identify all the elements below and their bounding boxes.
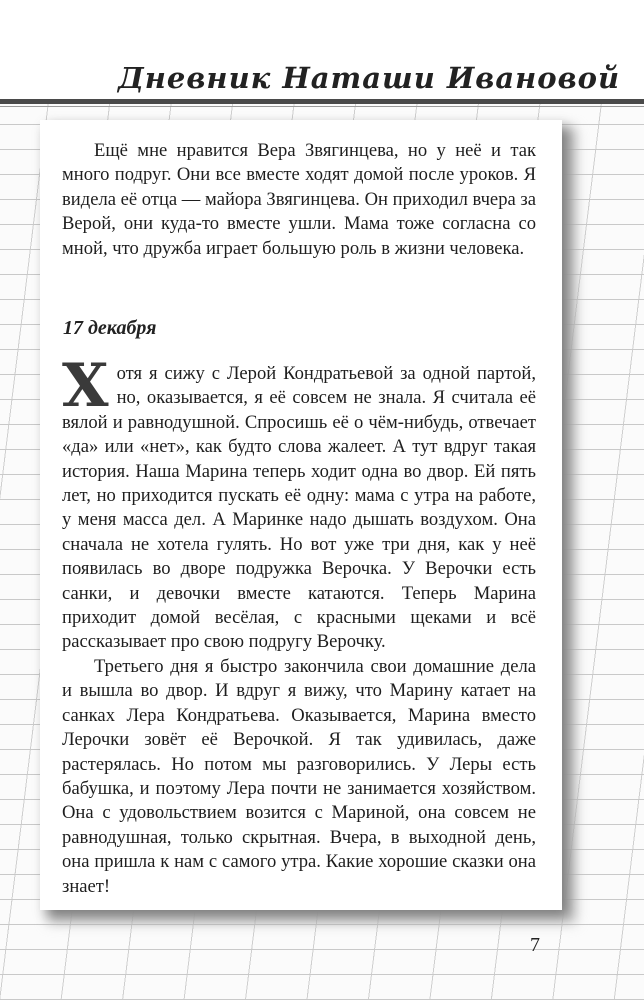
- page-number: 7: [530, 934, 540, 956]
- diary-entry-2: [62, 351, 536, 899]
- paragraph-2: [62, 351, 536, 655]
- header-rule-thin: [0, 106, 644, 107]
- drop-cap: Х: [62, 351, 109, 421]
- diary-entry-1: [62, 139, 536, 261]
- paragraph-1: Ещё мне нравится Вера Звягинцева, но у неё и так много подруг. Они все вместе ходят домой после уроков. Я видела её отца — майора Звягинцева. Он приходил вчера за Верой, они куда-то вместе ушли. Мама тоже согласна со мной, что дружба играет большую роль в жизни человека.: [62, 140, 536, 259]
- paragraph-3: Третьего дня я быстро закончила свои домашние дела и вышла во двор. И вдруг я вижу, что Марину катает на санках Лера Кондратьева. Оказывается, Марина вместо Лерочки зовёт её Верочкой. Я так удивилась, даже растерялась. Но потом мы разговорились. У Леры есть бабушка, и поэтому Лера почти не занимается хозяйством. Она с удовольствием возится с Мариной, она совсем не равнодушная, только скрытная. Вчера, в выходной день, она пришла к нам с самого утра. Какие хорошие сказки она знает!: [62, 655, 536, 897]
- date-heading: 17 декабря: [63, 317, 157, 339]
- diary-title: Дневник Наташи Ивановой: [118, 61, 621, 95]
- paragraph-2-text: отя я сижу с Лерой Кондратьевой за одной партой, но, оказывается, я её совсем не знала. Я считала её вялой и равнодушной. Спросишь её о чём-нибудь, отвечает «да» или «нет», как будто слова жалеет. А тут вдруг такая история. Наша Марина теперь ходит одна во двор. Ей пять лет, но приходится пускать её одну: мама с утра на работе, у меня масса дел. А Маринке надо дышать воздухом. Она сначала не хотела гулять. Но вот уже три дня, как у неё появилась во дворе подружка Верочка. У Верочки есть санки, и девочки вместе катаются. Теперь Марина приходит домой весёлая, с красными щеками и всё рассказывает про свою подругу Верочку.: [62, 363, 536, 653]
- page-header: [0, 0, 644, 100]
- header-rule: [0, 99, 644, 104]
